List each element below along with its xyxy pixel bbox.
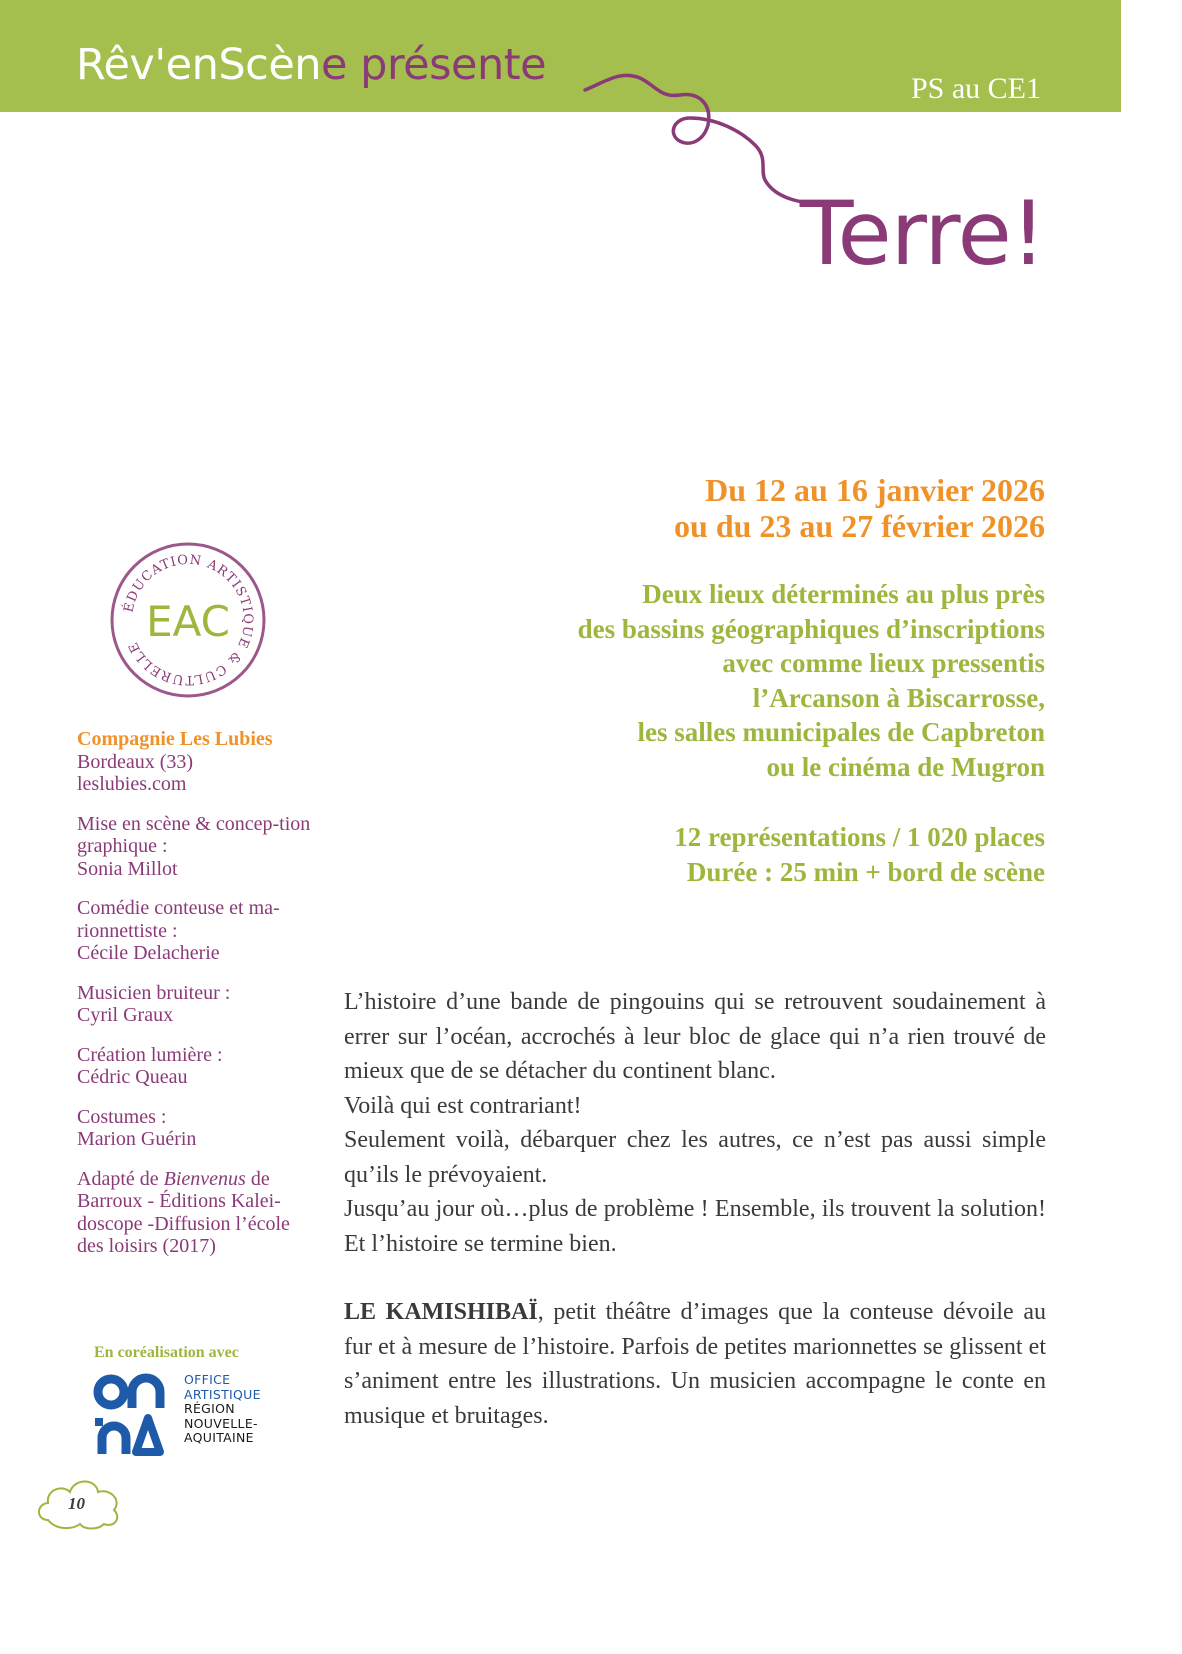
- credit-name: Marion Guérin: [77, 1128, 197, 1150]
- adaptation-prefix: Adapté de: [77, 1167, 164, 1190]
- company-name: Compagnie Les Lubies: [77, 728, 273, 750]
- duration: Durée : 25 min + bord de scène: [686, 856, 1045, 887]
- credit-name: Cyril Graux: [77, 1004, 174, 1026]
- brand-name: Rêv'enScèn: [76, 40, 322, 90]
- credit-staging: [77, 813, 317, 881]
- paragraph: L’histoire d’une bande de pingouins qui se retrouvent soudainement à errer sur l’océan, accrochés à leur bloc de glace qui n’a rien trouvé de mieux que de se détacher du continent blanc.: [344, 989, 1046, 1084]
- credit-role: Création lumière :: [77, 1043, 223, 1066]
- credit-role: Comédie conteuse et ma-rionnettiste :: [77, 897, 280, 942]
- venue-line: des bassins géographiques d’inscriptions: [577, 613, 1045, 644]
- venue-line: Deux lieux déterminés au plus près: [642, 579, 1045, 609]
- venue-line: l’Arcanson à Biscarrosse,: [752, 682, 1045, 713]
- age-level: PS au CE1: [910, 72, 1041, 105]
- brand-presente: e présente: [321, 40, 547, 90]
- brand-title: [76, 40, 547, 90]
- partner-intro: En coréalisation avec: [94, 1344, 239, 1361]
- credits-column: [77, 728, 317, 1258]
- kamishibai-label: LE KAMISHIBAÏ: [344, 1299, 538, 1325]
- logo-line: AQUITAINE: [184, 1430, 254, 1445]
- company-city: Bordeaux (33): [77, 750, 194, 773]
- performances-count: 12 représentations / 1 020 places: [674, 822, 1045, 852]
- description: [344, 985, 1046, 1433]
- logo-line: RÉGION: [184, 1401, 235, 1416]
- eac-text: EAC: [146, 597, 230, 646]
- paragraph-kamishibai: [344, 1295, 1046, 1433]
- credit-actor: [77, 897, 317, 965]
- credit-role: Costumes :: [77, 1105, 167, 1128]
- paragraph: Jusqu’au jour où…plus de problème ! Ensemble, ils trouvent la solution! Et l’histoire se termine bien.: [344, 1196, 1046, 1257]
- credit-costume: [77, 1106, 317, 1151]
- logo-line: NOUVELLE-: [184, 1415, 258, 1431]
- spacer: [344, 1261, 1046, 1295]
- credit-name: Cédric Queau: [77, 1066, 188, 1088]
- paragraph: Seulement voilà, débarquer chez les autres, ce n’est pas aussi simple qu’ils le prévoyaient.: [344, 1127, 1046, 1188]
- book-title: Bienvenus: [163, 1167, 246, 1190]
- venue-line: ou le cinéma de Mugron: [766, 751, 1045, 782]
- oana-logo-text: [184, 1373, 261, 1446]
- date-line-1: Du 12 au 16 janvier 2026: [705, 472, 1045, 508]
- page-number: 10: [68, 1494, 85, 1513]
- credit-role: Musicien bruiteur :: [77, 981, 231, 1004]
- credit-name: Cécile Delacherie: [77, 942, 220, 964]
- credit-music: [77, 982, 317, 1027]
- credit-name: Sonia Millot: [77, 857, 178, 880]
- company-website: leslubies.com: [77, 773, 187, 795]
- kamishibai-text: , petit théâtre d’images que la conteuse dévoile au fur et à mesure de l’histoire. Parfois de petites marionnettes se glissent et s’animent entre les illustrations. Un musicien accompagne le conte en musique et bruitages.: [344, 1299, 1046, 1429]
- paragraph: Voilà qui est contrariant!: [344, 1092, 582, 1119]
- credit-light: [77, 1044, 317, 1089]
- credit-role: Mise en scène & concep-tion graphique :: [77, 812, 311, 857]
- date-line-2: ou du 23 au 27 février 2026: [674, 508, 1045, 544]
- eac-stamp-icon: [108, 540, 268, 700]
- venue-line: avec comme lieux pressentis: [722, 648, 1045, 678]
- show-title: Terre!: [799, 182, 1045, 285]
- stats-block: [674, 820, 1045, 889]
- venue-line: les salles municipales de Capbreton: [637, 717, 1045, 747]
- logo-line: ARTISTIQUE: [184, 1386, 261, 1402]
- adaptation-suffix: de Barroux - Éditions Kalei-doscope -Diffusion l’école des loisirs (2017): [77, 1167, 290, 1257]
- svg-text:ÉDUCATION ARTISTIQUE & CULTURE: ÉDUCATION ARTISTIQUE & CULTURELLE: [121, 552, 256, 688]
- logo-line: OFFICE: [184, 1372, 231, 1387]
- credit-adaptation: [77, 1168, 317, 1258]
- venue-block: [578, 577, 1045, 784]
- date-block: [674, 472, 1045, 544]
